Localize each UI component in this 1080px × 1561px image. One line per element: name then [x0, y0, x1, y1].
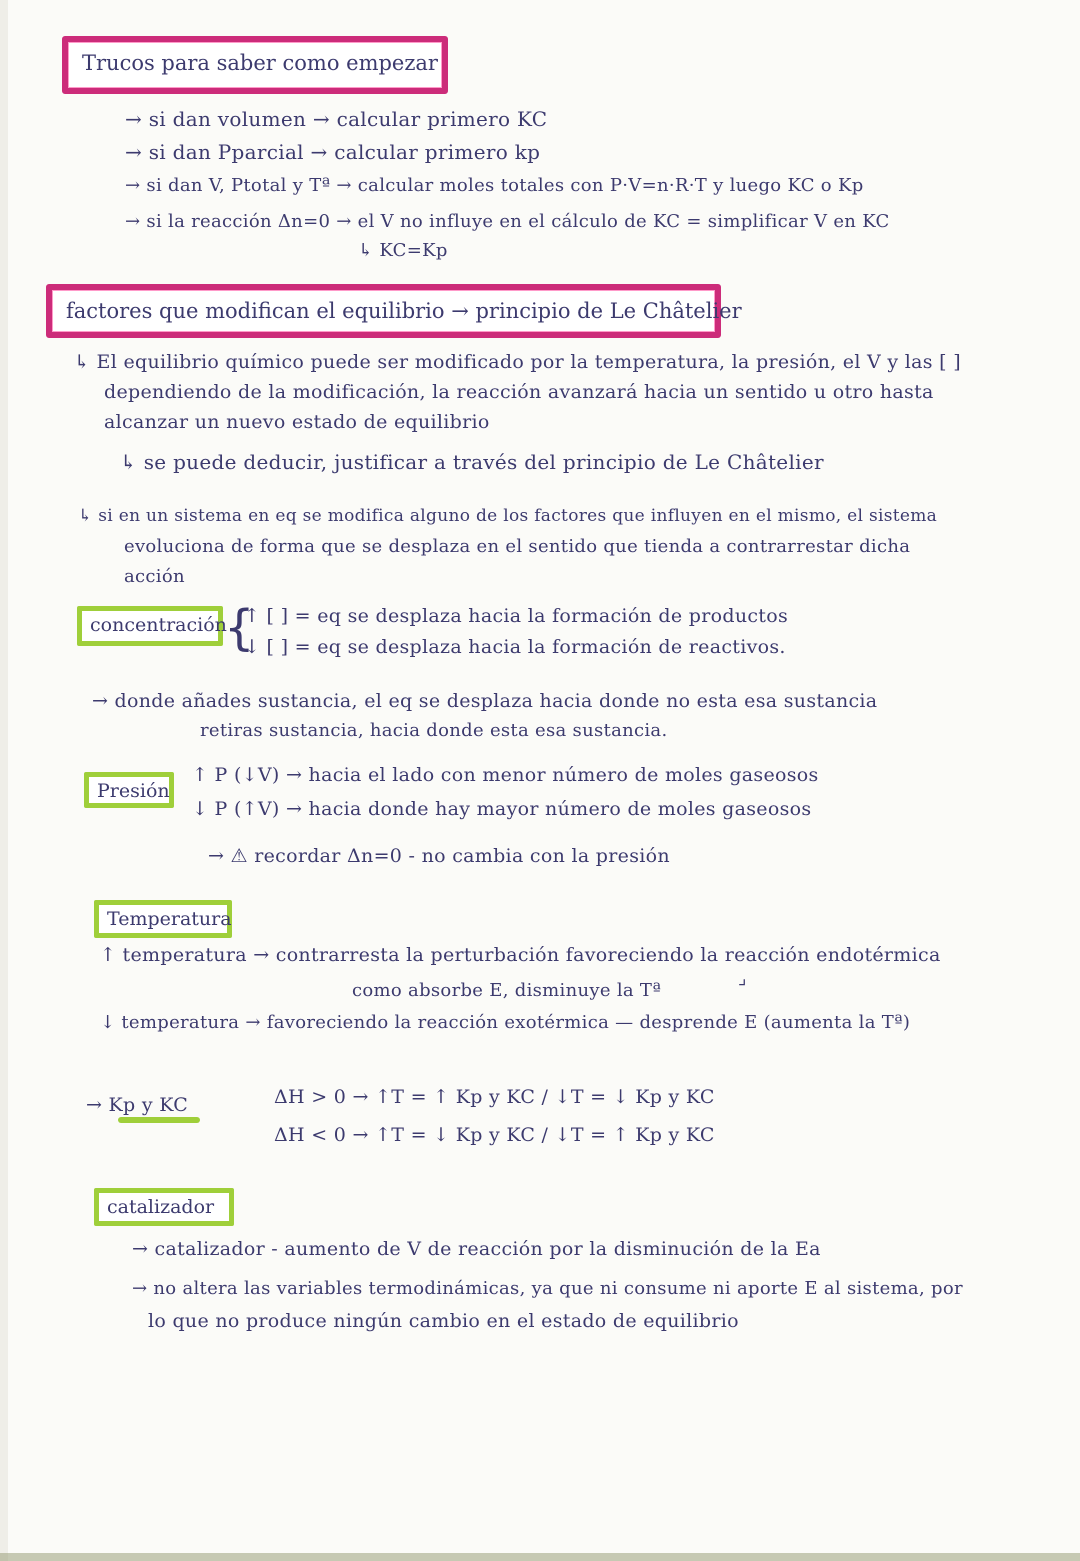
label-catalizador — [94, 1188, 234, 1226]
bullet-pparcial: → si dan Pparcial → calcular primero kp — [125, 140, 541, 164]
concentracion-row1: ↑ [ ] = eq se desplaza hacia la formación de productos — [244, 605, 789, 627]
presion-row2: ↓ P (↑V) → hacia donde hay mayor número de moles gaseosos — [192, 798, 812, 820]
hook-mark: ⌟ — [738, 968, 747, 989]
section-title-trucos — [62, 36, 448, 94]
label-presion — [84, 772, 174, 808]
para2-line1: ↳ si en un sistema en eq se modifica alguno de los factores que influyen en el mismo, el sistema — [78, 506, 938, 526]
label-text: Presión — [97, 780, 170, 802]
page-edge — [0, 0, 8, 1561]
temperatura-row1: ↑ temperatura → contrarresta la perturbación favoreciendo la reacción endotérmica — [100, 944, 941, 966]
bullet-vtotal: → si dan V, Ptotal y Tª → calcular moles totales con P·V=n·R·T y luego KC o Kp — [125, 175, 864, 196]
catalizador-row1: → catalizador - aumento de V de reacción por la disminución de la Ea — [132, 1238, 821, 1260]
bullet-delta-n: → si la reacción Δn=0 → el V no influye en el cálculo de KC = simplificar V en KC — [125, 211, 890, 232]
para2-line2: evoluciona de forma que se desplaza en el sentido que tienda a contrarrestar dicha — [124, 536, 911, 557]
label-text: catalizador — [107, 1196, 215, 1218]
section-title-text: factores que modifican el equilibrio → principio de Le Châtelier — [66, 299, 742, 323]
catalizador-row2: → no altera las variables termodinámicas, ya que ni consume ni aporte E al sistema, por — [132, 1278, 963, 1299]
para1-line1: ↳ El equilibrio químico puede ser modificado por la temperatura, la presión, el V y las [ ] — [74, 351, 961, 373]
catalizador-row3: lo que no produce ningún cambio en el estado de equilibrio — [148, 1310, 739, 1332]
temperatura-row1-sub: como absorbe E, disminuye la Tª — [352, 980, 662, 1001]
label-temperatura — [94, 900, 232, 938]
concentracion-note1: → donde añades sustancia, el eq se desplaza hacia donde no esta esa sustancia — [92, 690, 878, 712]
para1-line3: alcanzar un nuevo estado de equilibrio — [104, 411, 490, 433]
highlight-kp-kc — [118, 1117, 200, 1123]
concentracion-note2: retiras sustancia, hacia donde esta esa sustancia. — [200, 720, 668, 741]
table-edge — [0, 1553, 1080, 1561]
label-concentracion — [77, 606, 227, 646]
bullet-kc-kp: ↳ KC=Kp — [358, 240, 448, 261]
bullet-volumen: → si dan volumen → calcular primero KC — [125, 107, 548, 131]
concentracion-row2: ↓ [ ] = eq se desplaza hacia la formación de reactivos. — [244, 636, 786, 658]
para1-line2: dependiendo de la modificación, la reacción avanzará hacia un sentido u otro hasta — [104, 381, 934, 403]
kp-kc-row2: ΔH < 0 → ↑T = ↓ Kp y KC / ↓T = ↑ Kp y KC — [274, 1124, 715, 1146]
presion-warning: → ⚠ recordar Δn=0 - no cambia con la presión — [208, 845, 670, 867]
label-kp-kc: → Kp y KC — [86, 1094, 189, 1116]
brace-icon: { — [224, 600, 255, 656]
temperatura-row2: ↓ temperatura → favoreciendo la reacción exotérmica — desprende E (aumenta la Tª) — [100, 1012, 911, 1033]
para2-line3: acción — [124, 566, 185, 587]
kp-kc-row1: ΔH > 0 → ↑T = ↑ Kp y KC / ↓T = ↓ Kp y KC — [274, 1086, 715, 1108]
label-text: concentración — [90, 614, 227, 636]
section-title-text: Trucos para saber como empezar — [82, 51, 438, 75]
label-text: Temperatura — [107, 908, 232, 930]
section-title-factores — [46, 284, 742, 338]
presion-row1: ↑ P (↓V) → hacia el lado con menor número de moles gaseosos — [192, 764, 819, 786]
para1-sub: ↳ se puede deducir, justificar a través del principio de Le Châtelier — [120, 450, 824, 474]
